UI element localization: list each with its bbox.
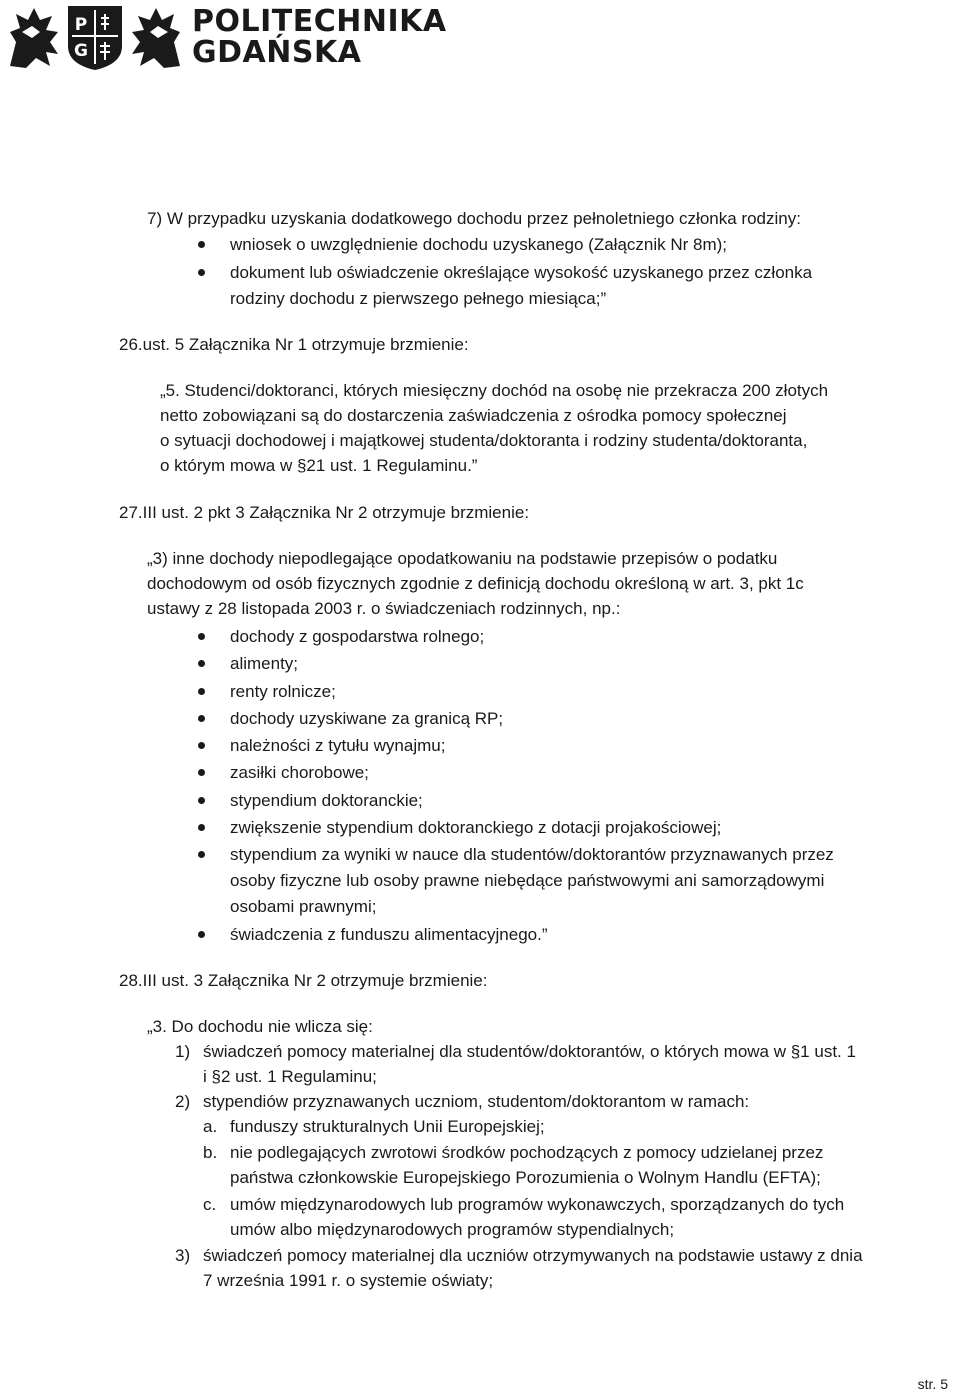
- sublist-letter: b.: [203, 1143, 218, 1162]
- emblem-letter-g: G: [74, 41, 88, 61]
- bullet-item: świadczenia z funduszu alimentacyjnego.”: [230, 925, 548, 944]
- emblem-letter-p: P: [74, 15, 88, 35]
- bullet-icon: [198, 688, 205, 695]
- university-name-line1: POLITECHNIKA: [192, 4, 447, 39]
- bullet-item: renty rolnicze;: [230, 682, 336, 701]
- bullet-item: dokument lub oświadczenie określające wysokość uzyskanego przez członka: [230, 263, 813, 282]
- bullet-item: należności z tytułu wynajmu;: [230, 736, 446, 755]
- sublist-item-continuation: państwa członkowskie Europejskiego Porozumienia o Wolnym Handlu (EFTA);: [230, 1168, 821, 1187]
- list-number: 1): [175, 1042, 191, 1061]
- list-item: świadczeń pomocy materialnej dla studentów/doktorantów, o których mowa w §1 ust. 1: [203, 1042, 856, 1061]
- sublist-letter: a.: [203, 1117, 218, 1136]
- list-item: świadczeń pomocy materialnej dla uczniów otrzymywanych na podstawie ustawy z dnia: [203, 1246, 863, 1265]
- bullet-icon: [198, 769, 205, 776]
- page-number: str. 5: [917, 1376, 948, 1392]
- bullet-icon: [198, 931, 205, 938]
- bullet-item: wniosek o uwzględnienie dochodu uzyskanego (Załącznik Nr 8m);: [230, 235, 728, 254]
- paragraph-line: ustawy z 28 listopada 2003 r. o świadczeniach rodzinnych, np.:: [147, 599, 621, 618]
- bullet-icon: [198, 241, 205, 248]
- bullet-icon: [198, 633, 205, 640]
- bullet-icon: [198, 797, 205, 804]
- bullet-icon: [198, 660, 205, 667]
- bullet-item: dochody z gospodarstwa rolnego;: [230, 627, 485, 646]
- amendment-heading: 27.III ust. 2 pkt 3 Załącznika Nr 2 otrzymuje brzmienie:: [119, 503, 530, 522]
- bullet-item: stypendium za wyniki w nauce dla studentów/doktorantów przyznawanych przez: [230, 845, 834, 864]
- paragraph-line: netto zobowiązani są do dostarczenia zaświadczenia z ośrodka pomocy społecznej: [160, 406, 787, 425]
- list-number: 2): [175, 1092, 191, 1111]
- sublist-item: nie podlegających zwrotowi środków pochodzących z pomocy udzielanej przez: [230, 1143, 824, 1162]
- sublist-letter: c.: [203, 1195, 217, 1214]
- bullet-item: zwiększenie stypendium doktoranckiego z dotacji projakościowej;: [230, 818, 722, 837]
- sublist-item: umów międzynarodowych lub programów wykonawczych, sporządzanych do tych: [230, 1195, 845, 1214]
- bullet-icon: [198, 824, 205, 831]
- bullet-item-continuation: rodziny dochodu z pierwszego pełnego miesiąca;”: [230, 289, 607, 308]
- bullet-icon: [198, 715, 205, 722]
- bullet-icon: [198, 742, 205, 749]
- bullet-item: dochody uzyskiwane za granicą RP;: [230, 709, 504, 728]
- paragraph-line: o sytuacji dochodowej i majątkowej studenta/doktoranta i rodziny studenta/doktoranta,: [160, 431, 808, 450]
- amendment-heading: 26.ust. 5 Załącznika Nr 1 otrzymuje brzmienie:: [119, 335, 469, 354]
- bullet-icon: [198, 269, 205, 276]
- bullet-item-continuation: osobami prawnymi;: [230, 897, 377, 916]
- bullet-item: zasiłki chorobowe;: [230, 763, 369, 782]
- paragraph-line: „5. Studenci/doktoranci, których miesięczny dochód na osobę nie przekracza 200 złotych: [160, 381, 829, 400]
- list-item: stypendiów przyznawanych uczniom, studentom/doktorantom w ramach:: [203, 1092, 750, 1111]
- university-name-line2: GDAŃSKA: [192, 35, 362, 70]
- bullet-item: alimenty;: [230, 654, 299, 673]
- amendment-heading: 28.III ust. 3 Załącznika Nr 2 otrzymuje brzmienie:: [119, 971, 488, 990]
- paragraph-line: dochodowym od osób fizycznych zgodnie z definicją dochodu określoną w art. 3, pkt 1c: [147, 574, 804, 593]
- paragraph-line: „3. Do dochodu nie wlicza się:: [147, 1017, 373, 1036]
- list-item-continuation: 7 września 1991 r. o systemie oświaty;: [203, 1271, 494, 1290]
- paragraph-line: 7) W przypadku uzyskania dodatkowego dochodu przez pełnoletniego członka rodziny:: [147, 209, 801, 228]
- list-item-continuation: i §2 ust. 1 Regulaminu;: [203, 1067, 377, 1086]
- bullet-item: stypendium doktoranckie;: [230, 791, 423, 810]
- paragraph-line: o którym mowa w §21 ust. 1 Regulaminu.”: [160, 456, 478, 475]
- bullet-icon: [198, 851, 205, 858]
- paragraph-line: „3) inne dochody niepodlegające opodatkowaniu na podstawie przepisów o podatku: [147, 549, 778, 568]
- sublist-item: funduszy strukturalnych Unii Europejskiej;: [230, 1117, 545, 1136]
- list-number: 3): [175, 1246, 191, 1265]
- bullet-item-continuation: osoby fizyczne lub osoby prawne niebędące państwowymi ani samorządowymi: [230, 871, 825, 890]
- sublist-item-continuation: umów albo międzynarodowych programów stypendialnych;: [230, 1220, 675, 1239]
